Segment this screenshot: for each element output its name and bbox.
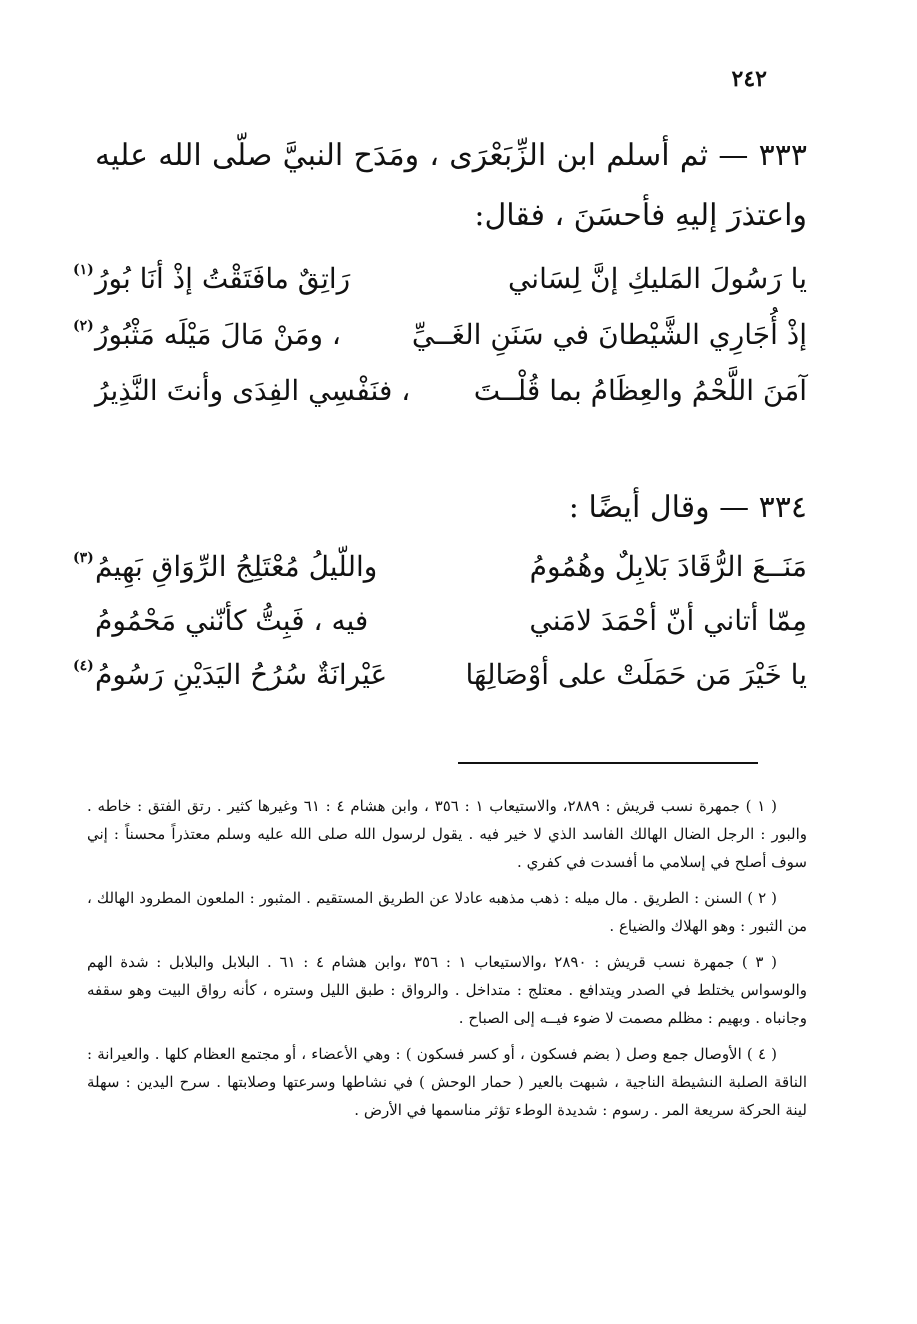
footnote-2: ( ٢ ) السنن : الطريق . مال ميله : ذهب مذهبه عادلا عن الطريق المستقيم . المثبور : الملعون المطرود الهالك ، من الثبور : وهو الهلاك والضياع . bbox=[87, 889, 807, 935]
footnote-4: ( ٤ ) الأوصال جمع وصل ( بضم فسكون ، أو كسر فسكون ) : وهي الأعضاء ، أو مجتمع العظام كلها . والعيرانة : الناقة الصلبة النشيطة الناجية ، شبهت بالعير ( حمار الوحش ) في نشاطها وسرعتها وصلابتها . سرح اليدين : سهلة لينة الحركة سريعة المر . رسوم : شديدة الوطء تؤثر مناسمها في الأرض . bbox=[87, 1045, 807, 1119]
verse bbox=[73, 658, 807, 712]
page-number: ٢٤٢ bbox=[731, 66, 767, 92]
verse bbox=[73, 550, 807, 604]
footnote-marker: (٢) bbox=[73, 318, 94, 334]
footnote-divider bbox=[458, 762, 758, 764]
footnotes bbox=[87, 792, 807, 1132]
verse-second-hemistich: فيه ، فَبِتُّ كأنّني مَحْمُومُ bbox=[95, 604, 369, 637]
section-334-intro: ٣٣٤ — وقال أيضًا : bbox=[568, 490, 807, 525]
footnote-marker: (٤) bbox=[73, 658, 94, 674]
footnote-marker: (١) bbox=[73, 262, 94, 278]
verse bbox=[73, 262, 807, 318]
footnote-3: ( ٣ ) جمهرة نسب قريش : ٢٨٩٠ ،والاستيعاب ١ : ٣٥٦ ،وابن هشام ٤ : ٦١ . البلابل والبلابل : شدة الهم والوسواس يختلط في الصدر ويتدافع . معتلج : متداخل . والرواق : طبق الليل وستره ، كأنه رواق البيت وهو سقفه وجانباه . وبهيم : مظلم مصمت لا ضوء فيــه إلى الصباح . bbox=[87, 953, 807, 1027]
section-333-intro: ٣٣٣ — ثم أسلم ابن الزِّبَعْرَى ، ومَدَح النبيَّ صلّى الله عليه واعتذرَ إليهِ فأحسَنَ ، فقال: bbox=[95, 138, 807, 233]
verse bbox=[95, 604, 807, 658]
verse-second-hemistich: عَيْرانَةٌ سُرُحُ اليَدَيْنِ رَسُومُ bbox=[95, 658, 388, 691]
verse-second-hemistich: رَاتِقٌ مافَتَقْتُ إذْ أنَا بُورُ bbox=[95, 262, 351, 295]
verse-first-hemistich: يا خَيْرَ مَن حَمَلَتْ على أوْصَالِهَا bbox=[465, 658, 807, 691]
footnote-marker: (٣) bbox=[73, 550, 94, 566]
verse-second-hemistich: ، فنَفْسِي الفِدَى وأنتَ النَّذِيرُ bbox=[95, 374, 411, 407]
poem-334 bbox=[73, 550, 807, 712]
poem-333 bbox=[73, 262, 807, 430]
verse-second-hemistich: ، ومَنْ مَالَ مَيْلَه مَثْبُورُ bbox=[95, 318, 341, 351]
verse-first-hemistich: إذْ أُجَارِي الشَّيْطانَ في سَنَنِ الغَــيِّ bbox=[411, 318, 807, 351]
verse-first-hemistich: آمَنَ اللَّحْمُ والعِظَامُ بما قُلْــتَ bbox=[473, 374, 807, 407]
footnote-1: ( ١ ) جمهرة نسب قريش : ٢٨٨٩، والاستيعاب ١ : ٣٥٦ ، وابن هشام ٤ : ٦١ وغيرها كثير . رتق الفتق : خاطه . والبور : الرجل الضال الهالك الفاسد الذي لا خير فيه . يقول لرسول الله صلى الله عليه وسلم معتذراً محسناً : إني سوف أصلح في إسلامي ما أفسدت في كفري . bbox=[87, 797, 807, 871]
verse bbox=[95, 374, 807, 430]
verse-first-hemistich: مَنَــعَ الرُّقَادَ بَلابِلٌ وهُمُومُ bbox=[529, 550, 807, 583]
verse-first-hemistich: يا رَسُولَ المَليكِ إنَّ لِسَاني bbox=[507, 262, 807, 295]
verse-second-hemistich: واللّيلُ مُعْتَلِجُ الرِّوَاقِ بَهِيمُ bbox=[95, 550, 378, 583]
verse-first-hemistich: مِمّا أتاني أنّ أحْمَدَ لامَني bbox=[529, 604, 807, 637]
verse bbox=[73, 318, 807, 374]
